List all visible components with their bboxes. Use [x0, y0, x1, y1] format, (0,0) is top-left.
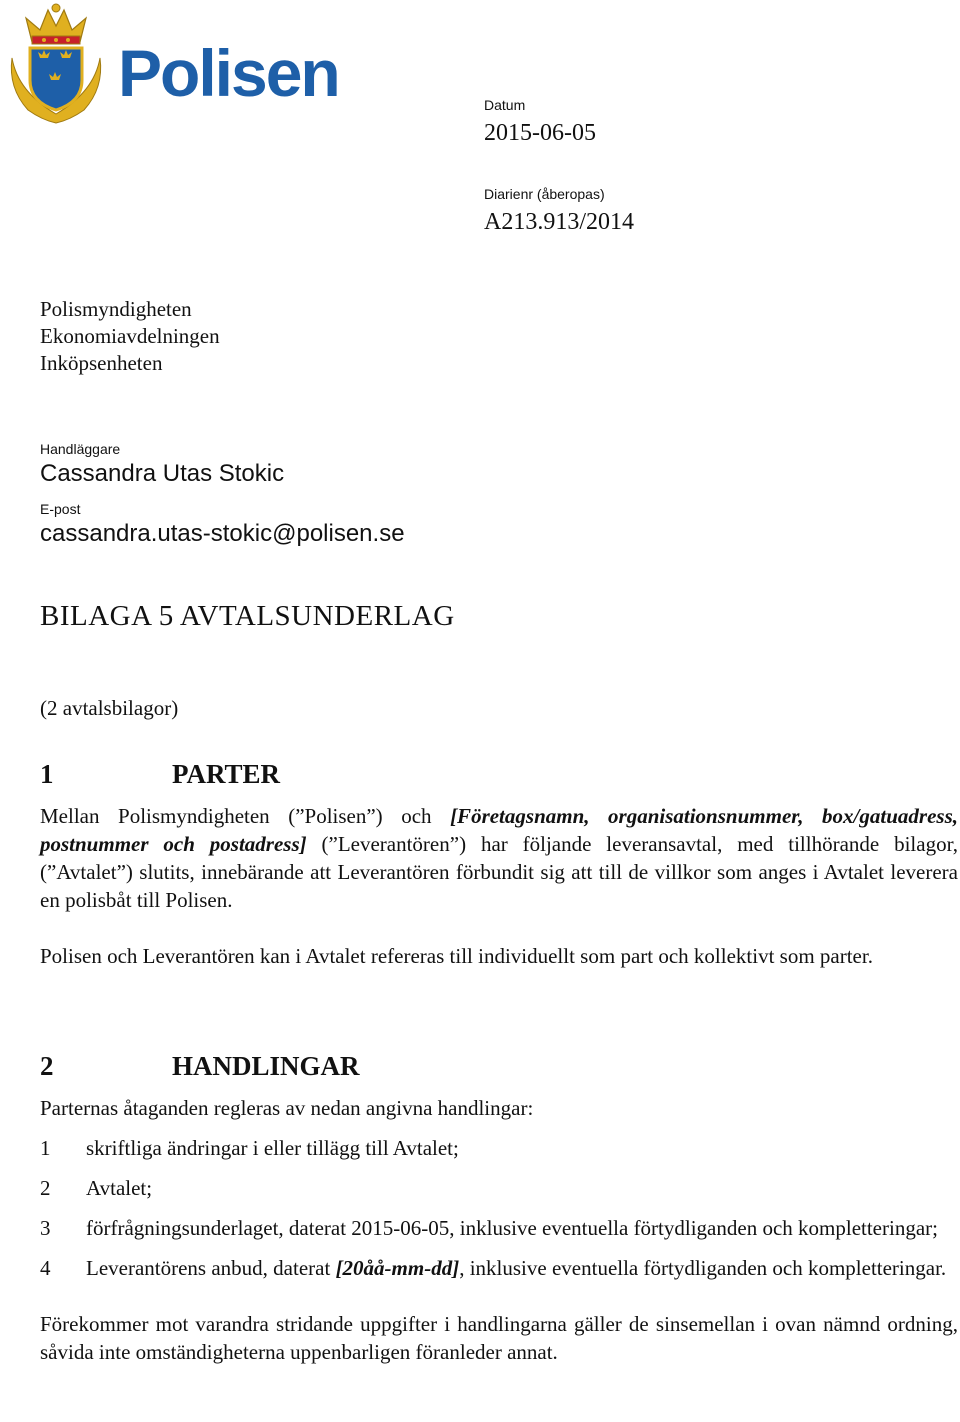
- document-title: BILAGA 5 AVTALSUNDERLAG: [40, 600, 455, 632]
- sender-line: Inköpsenheten: [40, 351, 163, 375]
- reference-label: Diarienr (åberopas): [484, 186, 605, 202]
- documents-intro: Parternas åtaganden regleras av nedan angivna handlingar:: [40, 1096, 534, 1120]
- parties-reference-paragraph: Polisen och Leverantören kan i Avtalet refereras till individuellt som part och kollektivt som parter.: [40, 944, 873, 968]
- section-number: 1: [40, 759, 54, 789]
- list-number: 1: [40, 1136, 51, 1160]
- email-block: [40, 500, 405, 548]
- list-item: [40, 1214, 958, 1242]
- placeholder-span: [Företagsnamn, organisationsnummer, box/gatuadress, postnummer och postadress]: [40, 804, 958, 856]
- list-text: Leverantörens anbud, daterat: [86, 1256, 336, 1280]
- list-text: , inklusive eventuella förtydliganden och kompletteringar.: [459, 1256, 947, 1280]
- list-number: 3: [40, 1216, 51, 1240]
- handler-name: Cassandra Utas Stokic: [40, 460, 285, 487]
- placeholder-span: [20åå-mm-dd]: [335, 1256, 460, 1280]
- section-title: HANDLINGAR: [172, 1051, 360, 1081]
- list-number: 2: [40, 1176, 51, 1200]
- list-item: [40, 1254, 958, 1282]
- sender-line: Ekonomiavdelningen: [40, 324, 220, 348]
- annex-note: (2 avtalsbilagor): [40, 696, 179, 720]
- crest-icon: [6, 2, 106, 126]
- reference-block: [484, 185, 634, 237]
- handler-label: Handläggare: [40, 441, 121, 457]
- list-number: 4: [40, 1256, 51, 1280]
- precedence-paragraph: Förekommer mot varandra stridande uppgifter i handlingarna gäller de sinsemellan i ovan nämnd ordning, såvida inte omständigheterna uppenbarligen föranleder annat.: [40, 1312, 958, 1364]
- sender-line: Polismyndigheten: [40, 297, 192, 321]
- list-text: skriftliga ändringar i eller tillägg till Avtalet;: [86, 1136, 459, 1160]
- list-text: Avtalet;: [86, 1176, 153, 1200]
- logo-wordmark: Polisen: [118, 36, 339, 110]
- handler-block: [40, 440, 284, 488]
- date-value: 2015-06-05: [484, 120, 596, 146]
- section-heading: [40, 758, 958, 790]
- documents-list: [40, 1134, 958, 1282]
- email-label: E-post: [40, 501, 81, 517]
- list-text: förfrågningsunderlaget, daterat 2015-06-05, inklusive eventuella förtydliganden och kompletteringar;: [86, 1216, 938, 1240]
- section-handlingar: [40, 1050, 958, 1366]
- parties-paragraph: [40, 802, 958, 914]
- date-block: [484, 96, 596, 148]
- section-number: 2: [40, 1051, 54, 1081]
- text-span: Mellan Polismyndigheten (”Polisen”) och: [40, 804, 451, 828]
- date-label: Datum: [484, 97, 526, 113]
- list-item: [40, 1134, 958, 1162]
- list-item: [40, 1174, 958, 1202]
- section-heading: [40, 1050, 958, 1082]
- email-value: cassandra.utas-stokic@polisen.se: [40, 520, 405, 547]
- reference-value: A213.913/2014: [484, 209, 634, 235]
- section-title: PARTER: [172, 759, 281, 789]
- section-parter: [40, 758, 958, 970]
- police-logo: [6, 2, 339, 126]
- sender-address: [40, 296, 220, 377]
- text-span: (”Leverantören”) har följande leveransavtal, med tillhörande bilagor, (”Avtalet”) slutits, innebärande att Leverantören förbundit sig att till de villkor som anges i Avtalet leverera en polisbåt till Polisen.: [40, 832, 958, 912]
